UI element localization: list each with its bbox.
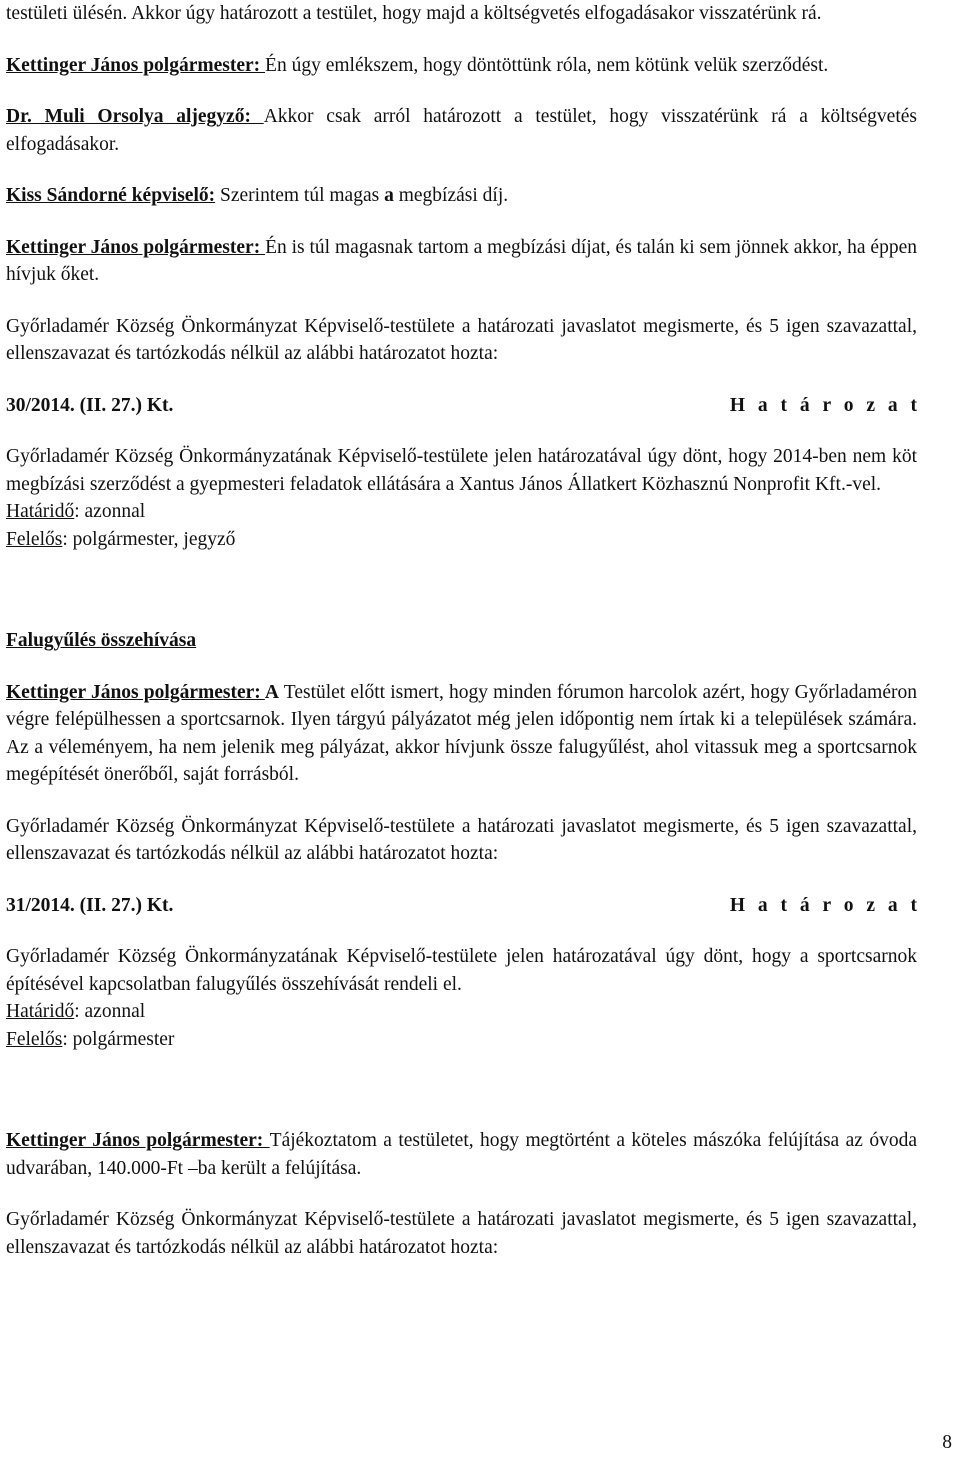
deadline-label: Határidő bbox=[6, 501, 75, 522]
responsible-line bbox=[6, 1026, 917, 1054]
speech-text: Én úgy emlékszem, hogy döntöttünk róla, nem kötünk velük szerződést. bbox=[265, 54, 829, 76]
page-number: 8 bbox=[942, 1432, 952, 1453]
responsible-label: Felelős bbox=[6, 1028, 63, 1050]
speaker-name: Kettinger János polgármester: bbox=[6, 681, 265, 703]
resolution-text-2: Győrladamér Község Önkormányzatának Képviselő-testülete jelen határozatával úgy dönt, hogy a sportcsarnok építésével kapcsolatban falugyűlés összehívását rendeli el. bbox=[6, 946, 917, 995]
speech-bold-word: A bbox=[264, 681, 279, 703]
resolution-number: 30/2014. (II. 27.) Kt. bbox=[6, 394, 174, 416]
section-title: Falugyűlés összehívása bbox=[6, 630, 197, 651]
speech-text: Én is túl magasnak tartom a megbízási díjat, és talán ki sem jönnek akkor, ha éppen hívjuk őket. bbox=[6, 236, 917, 285]
responsible-label: Felelős bbox=[6, 528, 63, 550]
speaker-name: Dr. Muli Orsolya aljegyző: bbox=[6, 106, 264, 127]
speech-text: Akkor csak arról határozott a testület, hogy visszatérünk rá a költségvetés elfogadásakor. bbox=[6, 106, 917, 155]
deadline-value: : azonnal bbox=[74, 1001, 146, 1022]
speech-text-2: megbízási díj. bbox=[393, 185, 509, 206]
speaker-name: Kettinger János polgármester: bbox=[6, 1130, 270, 1151]
resolution-label: H a t á r o z a t bbox=[729, 894, 921, 916]
speech-text: Testület előtt ismert, hogy minden fórumon harcolok azért, hogy Győrladaméron végre felépülhessen a sportcsarnok. Ilyen tárgyú pályázatot még jelen időpontig nem írtak ki a települések számára. Az a véleményem, ha nem jelenik meg pályázat, akkor hívjunk össze falugyűlést, ahol vitassuk meg a sportcsarnok megépítését önerőből, saját forrásból. bbox=[6, 681, 917, 785]
speech-kiss bbox=[6, 182, 917, 210]
speech-muli bbox=[6, 103, 917, 158]
resolution-number: 31/2014. (II. 27.) Kt. bbox=[6, 894, 174, 916]
deadline-value: : azonnal bbox=[74, 501, 146, 522]
speaker-name: Kettinger János polgármester: bbox=[6, 236, 266, 258]
speech-bold-word: a bbox=[384, 185, 394, 206]
resolution-header-2 bbox=[6, 892, 921, 920]
speech-kettinger-3 bbox=[6, 679, 917, 789]
resolution-text-1: Győrladamér Község Önkormányzatának Képviselő-testülete jelen határozatával úgy dönt, hogy 2014-ben nem köt megbízási szerződést a gyepmesteri feladatok ellátására a Xantus János Állatkert Közhasznú Nonprofit Kft.-vel. bbox=[6, 446, 917, 495]
speech-kettinger-2 bbox=[6, 234, 917, 289]
vote-statement-3: Győrladamér Község Önkormányzat Képviselő-testülete a határozati javaslatot megismerte, és 5 igen szavazattal, ellenszavazat és tartózkodás nélkül az alábbi határozatot hozta: bbox=[6, 1209, 917, 1258]
document-page bbox=[6, 0, 921, 1261]
responsible-value: : polgármester, jegyző bbox=[62, 528, 236, 550]
deadline-line bbox=[6, 998, 917, 1026]
paragraph-continuation: testületi ülésén. Akkor úgy határozott a testület, hogy majd a költségvetés elfogadásakor visszatérünk rá. bbox=[6, 3, 822, 24]
speech-text: Tájékoztatom a testületet, hogy megtörtént a köteles mászóka felújítása az óvoda udvarában, 140.000-Ft –ba került a felújítása. bbox=[6, 1130, 917, 1179]
deadline-label: Határidő bbox=[6, 1001, 75, 1022]
speaker-name: Kiss Sándorné képviselő: bbox=[6, 185, 216, 206]
resolution-header-1 bbox=[6, 392, 921, 420]
vote-statement-2: Győrladamér Község Önkormányzat Képviselő-testülete a határozati javaslatot megismerte, és 5 igen szavazattal, ellenszavazat és tartózkodás nélkül az alábbi határozatot hozta: bbox=[6, 815, 917, 864]
speaker-name: Kettinger János polgármester: bbox=[6, 54, 266, 76]
responsible-value: : polgármester bbox=[62, 1028, 175, 1050]
speech-kettinger-4 bbox=[6, 1127, 917, 1182]
speech-kettinger-1 bbox=[6, 52, 917, 80]
deadline-line bbox=[6, 498, 917, 526]
responsible-line bbox=[6, 526, 917, 554]
resolution-label: H a t á r o z a t bbox=[729, 394, 921, 416]
vote-statement-1: Győrladamér Község Önkormányzat Képviselő-testülete a határozati javaslatot megismerte, és 5 igen szavazattal, ellenszavazat és tartózkodás nélkül az alábbi határozatot hozta: bbox=[6, 315, 917, 364]
speech-text: Szerintem túl magas bbox=[215, 185, 385, 206]
